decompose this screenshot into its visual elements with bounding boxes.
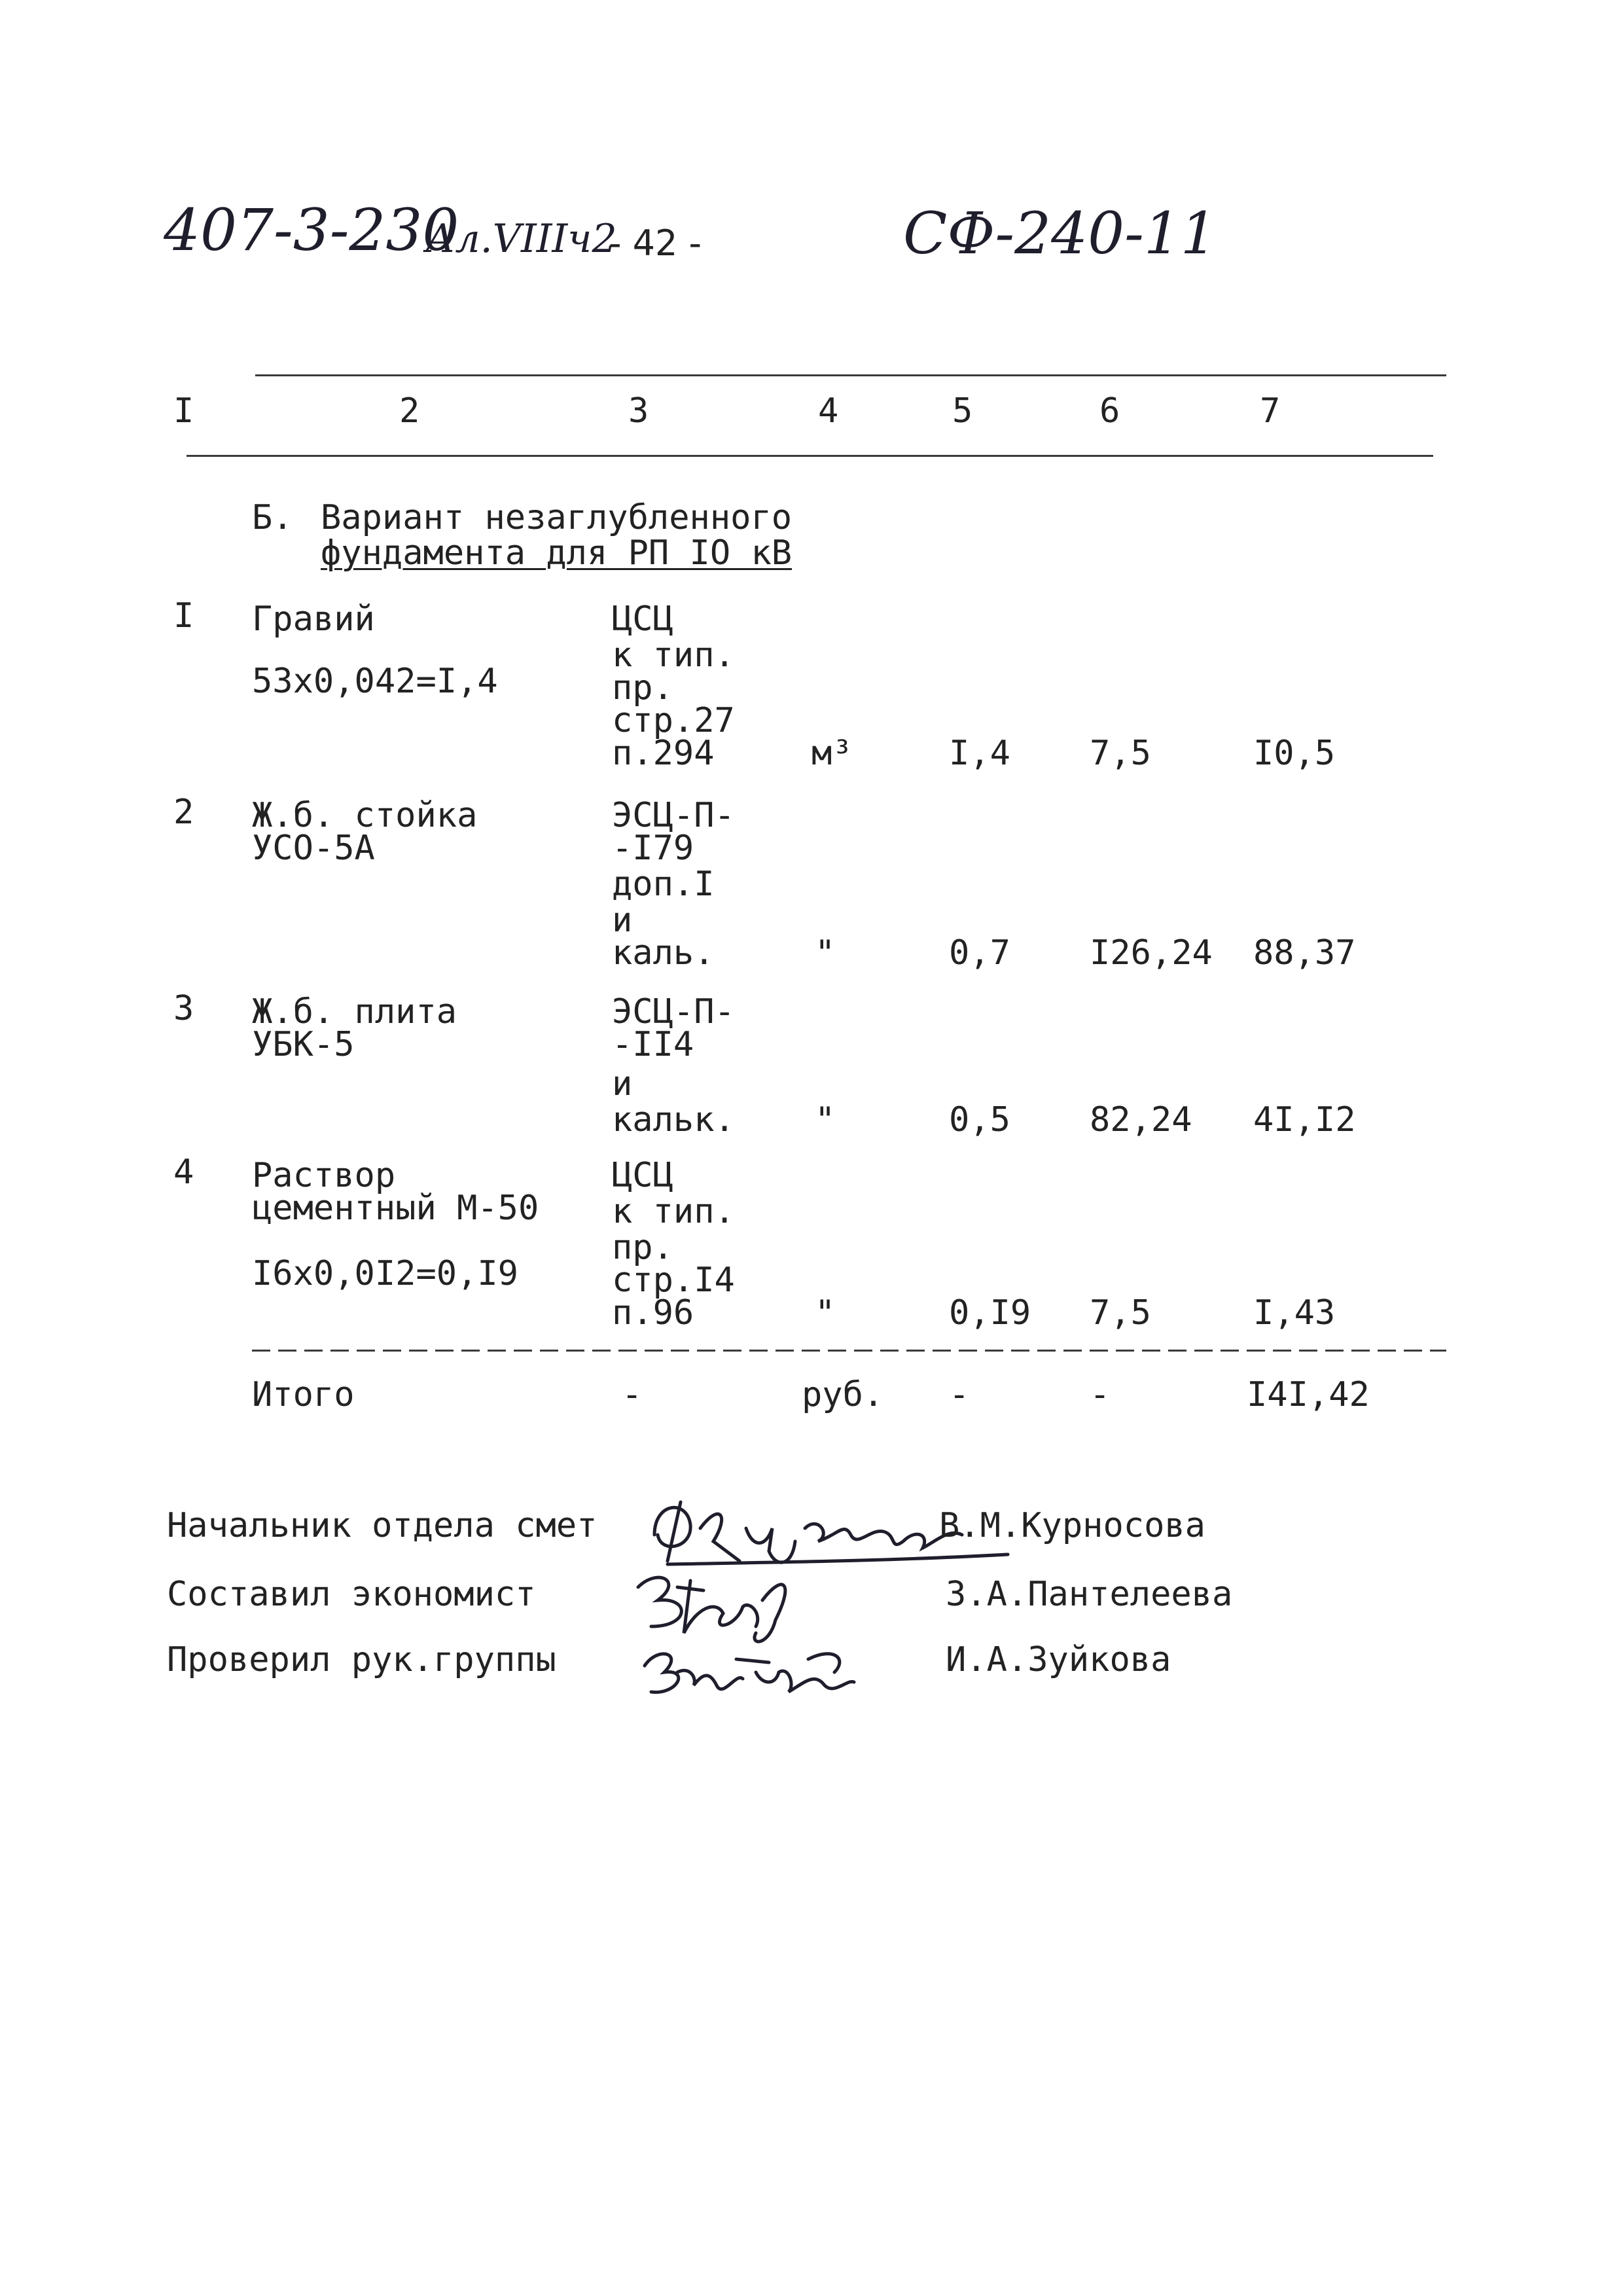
signature-name: З.А.Пантелеева bbox=[946, 1575, 1233, 1614]
column-header-7: 7 bbox=[1260, 391, 1281, 431]
sheet-code: СФ-240-11 bbox=[903, 200, 1217, 267]
total-cell: 88,37 bbox=[1253, 933, 1356, 973]
source-line: стр.27 bbox=[612, 701, 735, 740]
section-title-line2: фундамента для РП IO кВ bbox=[321, 533, 793, 573]
section-letter: Б. bbox=[252, 498, 293, 537]
quantity-cell: I,4 bbox=[949, 734, 1010, 773]
price-cell: I26,24 bbox=[1090, 933, 1213, 973]
price-cell: 7,5 bbox=[1090, 1293, 1151, 1333]
totals-separator bbox=[252, 1350, 1446, 1352]
unit-cell: " bbox=[815, 1293, 836, 1333]
column-header-2: 2 bbox=[399, 391, 420, 431]
column-header-4: 4 bbox=[818, 391, 839, 431]
header-top-rule bbox=[255, 374, 1446, 376]
source-line: к тип. bbox=[612, 1192, 735, 1231]
item-calculation: I6x0,0I2=0,I9 bbox=[252, 1254, 518, 1293]
totals-source: - bbox=[622, 1375, 643, 1414]
item-name-line: цементный М-50 bbox=[252, 1189, 539, 1228]
totals-label: Итого bbox=[252, 1375, 355, 1414]
item-calculation: 53x0,042=I,4 bbox=[252, 662, 498, 701]
source-line: стр.I4 bbox=[612, 1261, 735, 1300]
source-line: п.96 bbox=[612, 1293, 694, 1333]
row-number: 4 bbox=[173, 1153, 194, 1192]
column-header-3: 3 bbox=[628, 391, 649, 431]
source-line: пр. bbox=[612, 1228, 673, 1267]
source-line: кальк. bbox=[612, 1100, 735, 1139]
source-line: ЦСЦ bbox=[612, 600, 673, 639]
page-number: - 42 - bbox=[609, 223, 702, 264]
quantity-cell: 0,5 bbox=[949, 1100, 1010, 1139]
price-cell: 82,24 bbox=[1090, 1100, 1192, 1139]
column-header-5: 5 bbox=[952, 391, 973, 431]
totals-unit: руб. bbox=[802, 1375, 884, 1414]
source-line: и bbox=[612, 1064, 633, 1103]
item-name-line: Раствор bbox=[252, 1156, 396, 1195]
item-name-line: Ж.б. плита bbox=[252, 992, 457, 1031]
total-cell: 4I,I2 bbox=[1253, 1100, 1356, 1139]
item-name-line: Гравий bbox=[252, 600, 375, 639]
column-header-1: I bbox=[173, 391, 194, 431]
total-cell: I0,5 bbox=[1253, 734, 1336, 773]
source-line: пр. bbox=[612, 668, 673, 708]
unit-cell: " bbox=[815, 933, 836, 973]
signature-role: Составил экономист bbox=[167, 1575, 536, 1614]
source-line: и bbox=[612, 901, 633, 940]
item-name-line: УБК-5 bbox=[252, 1025, 355, 1064]
handwritten-signature bbox=[638, 1633, 874, 1718]
source-line: каль. bbox=[612, 933, 715, 973]
totals-price: - bbox=[1090, 1375, 1111, 1414]
quantity-cell: 0,7 bbox=[949, 933, 1010, 973]
source-line: -I79 bbox=[612, 829, 694, 868]
unit-cell: м³ bbox=[812, 734, 853, 773]
source-line: -II4 bbox=[612, 1025, 694, 1064]
column-header-6: 6 bbox=[1099, 391, 1120, 431]
source-line: п.294 bbox=[612, 734, 715, 773]
row-number: 2 bbox=[173, 793, 194, 832]
document-code: 407-3-230 bbox=[164, 196, 459, 264]
source-line: ЭСЦ-П- bbox=[612, 796, 735, 835]
source-line: к тип. bbox=[612, 636, 735, 675]
row-number: 3 bbox=[173, 989, 194, 1028]
source-line: ЭСЦ-П- bbox=[612, 992, 735, 1031]
section-title-line1: Вариант незаглубленного bbox=[321, 498, 793, 537]
source-line: доп.I bbox=[612, 865, 715, 904]
grand-total: I4I,42 bbox=[1247, 1375, 1370, 1414]
source-line: ЦСЦ bbox=[612, 1156, 673, 1195]
total-cell: I,43 bbox=[1253, 1293, 1336, 1333]
item-name-line: Ж.б. стойка bbox=[252, 796, 478, 835]
totals-quantity: - bbox=[949, 1375, 970, 1414]
unit-cell: " bbox=[815, 1100, 836, 1139]
row-number: I bbox=[173, 596, 194, 636]
price-cell: 7,5 bbox=[1090, 734, 1151, 773]
album-reference: Ал.VIIIч2 bbox=[425, 216, 617, 262]
signature-name: И.А.Зуйкова bbox=[946, 1640, 1171, 1679]
signature-role: Начальник отдела смет bbox=[167, 1506, 597, 1545]
header-bottom-rule bbox=[187, 455, 1433, 457]
quantity-cell: 0,I9 bbox=[949, 1293, 1031, 1333]
item-name-line: УСО-5А bbox=[252, 829, 375, 868]
signature-name: В.М.Курносова bbox=[939, 1506, 1205, 1545]
signature-role: Проверил рук.группы bbox=[167, 1640, 556, 1679]
